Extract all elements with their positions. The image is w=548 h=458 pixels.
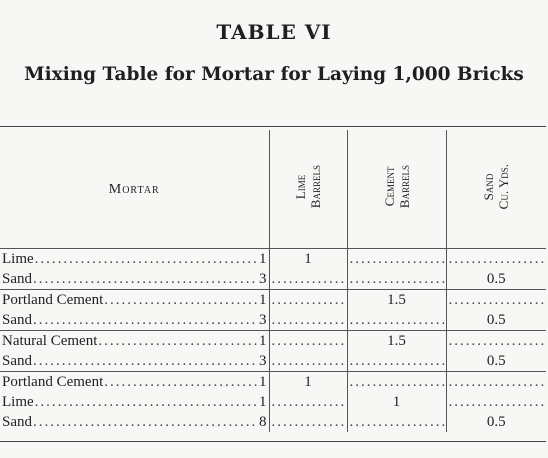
lime-barrels-cell (269, 290, 347, 311)
top-rule (0, 126, 546, 127)
ingredient-parts: 3 (259, 312, 267, 328)
table-row (0, 249, 546, 270)
ingredient-parts: 8 (259, 414, 267, 430)
cement-barrels-cell: 1.5 (347, 331, 446, 352)
table-row (0, 331, 546, 352)
lime-barrels-cell (269, 351, 347, 372)
dot-leader (104, 372, 258, 392)
mortar-ingredient-cell (0, 392, 269, 412)
mortar-ingredient-cell (0, 290, 269, 311)
ingredient-name: Lime (2, 394, 34, 410)
sand-cu-yds-cell (446, 290, 546, 311)
sand-header-line1: Sand (481, 173, 497, 200)
mortar-column-header (0, 130, 269, 249)
ingredient-name: Portland Cement (2, 374, 104, 390)
table-row (0, 392, 546, 412)
ingredient-parts: 3 (259, 353, 267, 369)
lime-header-line1: Lime (293, 174, 308, 199)
mortar-ingredient-cell (0, 331, 269, 352)
cement-header-line2: Barrels (396, 164, 412, 209)
bottom-rule (0, 441, 546, 442)
table-body (0, 249, 546, 433)
sand-cu-yds-cell: 0.5 (446, 269, 546, 290)
sand-cu-yds-cell: 0.5 (446, 412, 546, 432)
lime-barrels-cell (269, 310, 347, 331)
mortar-ingredient-cell (0, 310, 269, 331)
dot-leader (33, 351, 258, 371)
header-row (0, 130, 546, 249)
sand-cu-yds-cell (446, 249, 546, 270)
cement-barrels-cell (347, 372, 446, 393)
dot-leader (35, 249, 258, 269)
sand-cu-yds-cell (446, 331, 546, 352)
sand-cu-yds-cell: 0.5 (446, 351, 546, 372)
ingredient-name: Portland Cement (2, 292, 104, 308)
cement-barrels-column-header (347, 130, 446, 249)
table-row (0, 412, 546, 432)
ingredient-name: Natural Cement (2, 333, 98, 349)
table-row (0, 372, 546, 393)
ingredient-name: Lime (2, 251, 34, 267)
ingredient-parts: 1 (259, 374, 267, 390)
table-row (0, 269, 546, 290)
lime-barrels-column-header (269, 130, 347, 249)
ingredient-parts: 1 (259, 292, 267, 308)
sand-cu-yds-cell (446, 392, 546, 412)
cement-barrels-cell: 1 (347, 392, 446, 412)
dot-leader (98, 331, 258, 351)
lime-barrels-cell (269, 392, 347, 412)
sand-cu-yds-cell: 0.5 (446, 310, 546, 331)
mortar-ingredient-cell (0, 249, 269, 270)
mixing-table (0, 130, 546, 432)
cement-barrels-cell (347, 412, 446, 432)
sand-cu-yds-cell (446, 372, 546, 393)
sand-header-line2: Cu. Yds. (496, 163, 512, 210)
table-row (0, 290, 546, 311)
dot-leader (35, 392, 258, 412)
mortar-header-label: Mortar (108, 181, 160, 197)
ingredient-name: Sand (2, 414, 32, 430)
cement-barrels-cell (347, 269, 446, 290)
dot-leader (104, 290, 258, 310)
dot-leader (33, 412, 258, 432)
ingredient-name: Sand (2, 271, 32, 287)
dot-leader (33, 310, 258, 330)
cement-barrels-cell (347, 249, 446, 270)
lime-barrels-cell (269, 412, 347, 432)
table-row (0, 310, 546, 331)
mortar-ingredient-cell (0, 351, 269, 372)
lime-barrels-cell (269, 269, 347, 290)
ingredient-name: Sand (2, 312, 32, 328)
mortar-ingredient-cell (0, 412, 269, 432)
cement-barrels-cell (347, 310, 446, 331)
ingredient-parts: 1 (259, 333, 267, 349)
lime-barrels-cell (269, 331, 347, 352)
table-caption: Mixing Table for Mortar for Laying 1,000 Bricks (24, 64, 524, 85)
lime-header-line2: Barrels (308, 164, 323, 209)
cement-barrels-cell: 1.5 (347, 290, 446, 311)
lime-barrels-cell: 1 (269, 249, 347, 270)
cement-header-line1: Cement (381, 166, 397, 207)
table-row (0, 351, 546, 372)
ingredient-parts: 3 (259, 271, 267, 287)
cement-barrels-cell (347, 351, 446, 372)
mortar-ingredient-cell (0, 269, 269, 290)
mortar-ingredient-cell (0, 372, 269, 393)
sand-cu-yds-column-header (446, 130, 546, 249)
page-title: TABLE VI (216, 20, 332, 44)
ingredient-parts: 1 (259, 251, 267, 267)
lime-barrels-cell: 1 (269, 372, 347, 393)
ingredient-parts: 1 (259, 394, 267, 410)
dot-leader (33, 269, 258, 289)
ingredient-name: Sand (2, 353, 32, 369)
